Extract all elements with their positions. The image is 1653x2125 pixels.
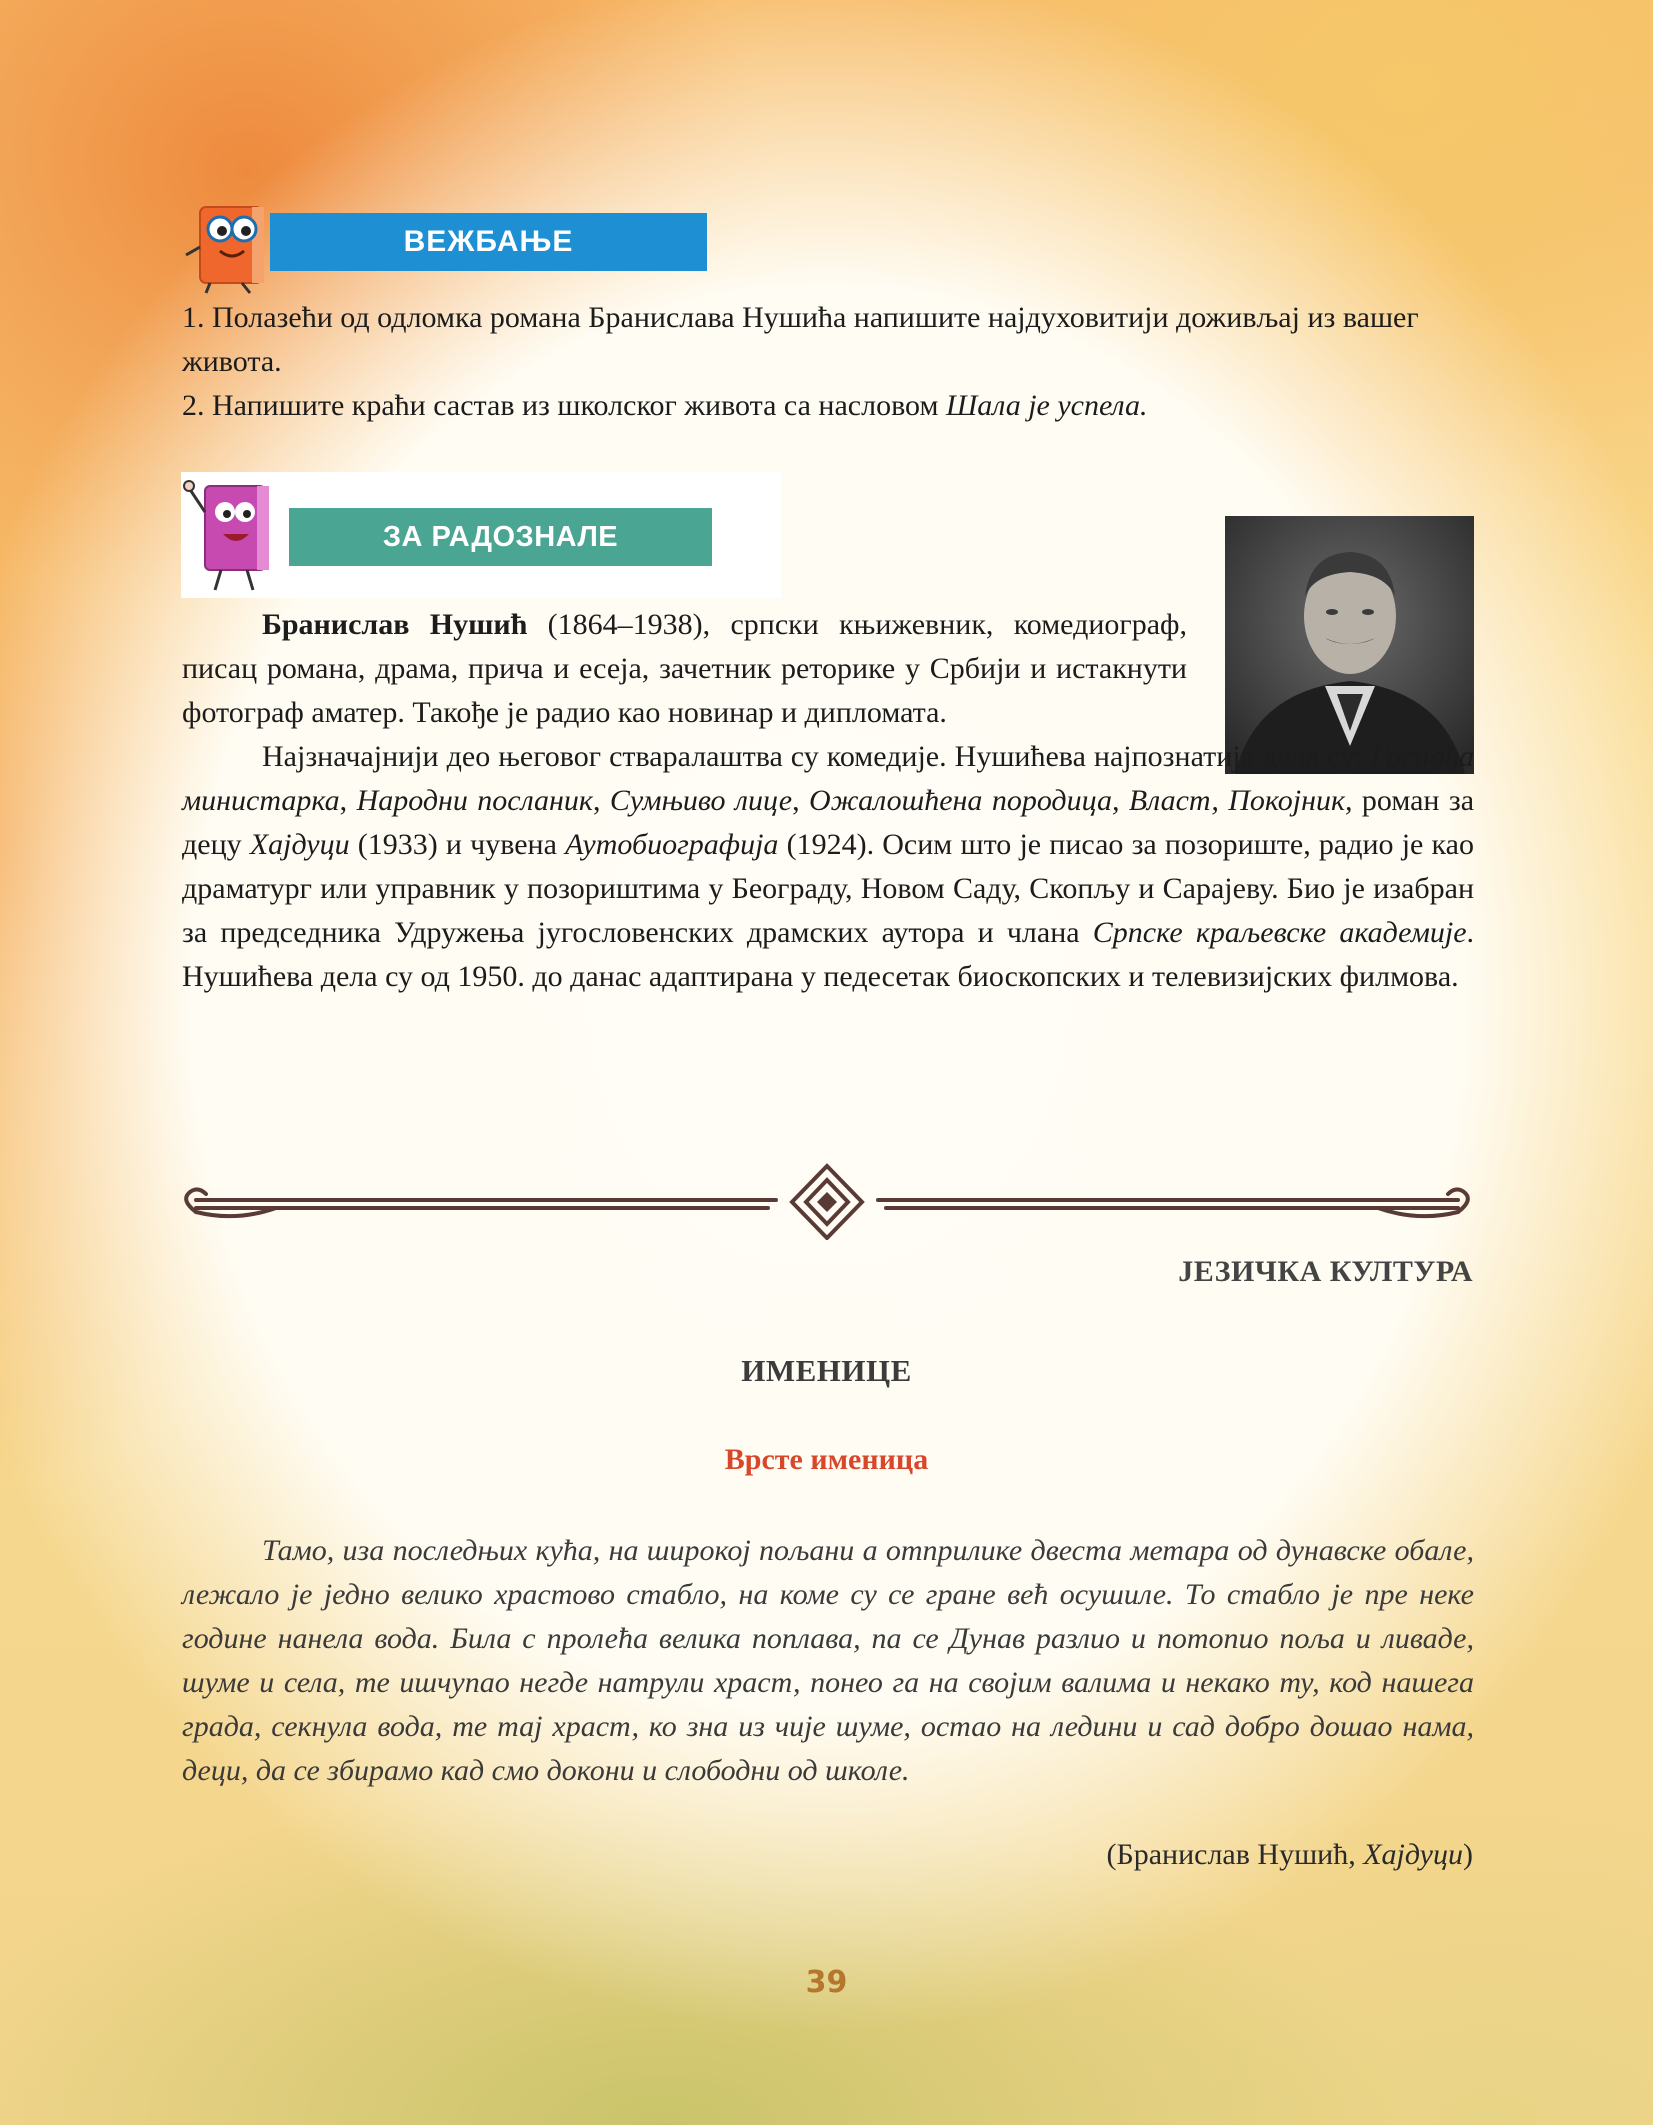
section-tag: ЈЕЗИЧКА КУЛТУРА xyxy=(1178,1255,1473,1288)
work-title: Аутобиографија xyxy=(565,828,779,861)
lesson-title: ИМЕНИЦЕ xyxy=(741,1353,912,1388)
bio-text: (1933) и чувена xyxy=(349,828,566,861)
bio-text: . Нушићева дела су од 1950. до данас адаптирана у педесетак биоскопских и телевизијских филмова. xyxy=(182,916,1475,993)
exercise-item-1: 1. Полазећи од одломка романа Бранислава Нушића напишите најдуховитији доживљај из вашег живота. xyxy=(182,301,1419,378)
exercise-banner xyxy=(180,195,710,295)
bio-text: (1924). Осим што је писао за позориште, радио је као драматург или управник у позориштима у Београду, Новом Саду, Скопљу и Сарајеву. Био је изабран за председника Удружења југословенских драмских аутора и члана xyxy=(182,828,1474,949)
exercise-item-2 xyxy=(182,384,1472,428)
biography-paragraph-1-text: (1864–1938), српски књижевник, комедиограф, писац романа, драма, прича и есеја, зачетник реторике у Србији и истакнути фотограф аматер. Такође је радио као новинар и дипломата. xyxy=(182,608,1187,729)
exercise-banner-label: ВЕЖБАЊЕ xyxy=(270,213,707,271)
ornamental-divider xyxy=(176,1160,1478,1240)
citation-author: (Бранислав Нушић, xyxy=(1106,1838,1364,1871)
citation-work: Хајдуци xyxy=(1363,1838,1463,1871)
lesson-subtitle: Врсте именица xyxy=(724,1443,929,1476)
biography xyxy=(182,603,1474,999)
work-title: Госпођа министарка xyxy=(182,740,1474,817)
citation-close: ) xyxy=(1463,1838,1473,1871)
excerpt-citation xyxy=(1107,1838,1474,1872)
bio-text: , xyxy=(792,784,809,817)
exercise-item-2-text: 2. Напишите краћи састав из школског живота са насловом xyxy=(182,389,946,422)
bio-text: , xyxy=(592,784,610,817)
exercise-list xyxy=(182,296,1472,428)
curious-banner xyxy=(181,472,781,598)
work-title: Ожалошћена породица, Власт, Покојник, xyxy=(808,784,1353,817)
bio-text: , xyxy=(339,784,357,817)
literary-excerpt: Тамо, иза последњих кућа, на широкој пољани а отприлике двеста метара од дунавске обале, лежало је једно велико храстово стабло, на коме су се гране већ осушиле. То стабло је пре неке године нанела вода. Била с пролећа велика поплава, па се Дунав разлио и потопио поља и ливаде, шуме и села, те ишчупао негде натрули храст, понео га на својим валима и некако ту, код нашега града, секнула вода, те тај храст, ко зна из чије шуме, остао на ледини и сад добро дошао нама, деци, да се збирамо кад смо докони и слободни од школе. xyxy=(182,1534,1474,1787)
work-title: Српске краљевске академије xyxy=(1092,916,1467,949)
bio-text: Најзначајнији део његовог стваралаштва су комедије. Нушићева најпознатија дела су: xyxy=(262,740,1371,773)
work-title: Сумњиво лице xyxy=(609,784,793,817)
work-title: Хајдуци xyxy=(249,828,350,861)
biography-paragraph-1 xyxy=(182,603,1187,735)
page-number: 39 xyxy=(805,1965,848,2000)
work-title: Народни посланик xyxy=(356,784,593,817)
book-mascot-pink-icon xyxy=(181,472,291,598)
biography-paragraph-2 xyxy=(182,735,1474,999)
curious-banner-label: ЗА РАДОЗНАЛЕ xyxy=(289,508,712,566)
bio-text: роман за децу xyxy=(182,784,1475,861)
author-name: Бранислав Нушић xyxy=(262,608,528,641)
exercise-item-2-title: Шала је успела. xyxy=(945,389,1148,422)
